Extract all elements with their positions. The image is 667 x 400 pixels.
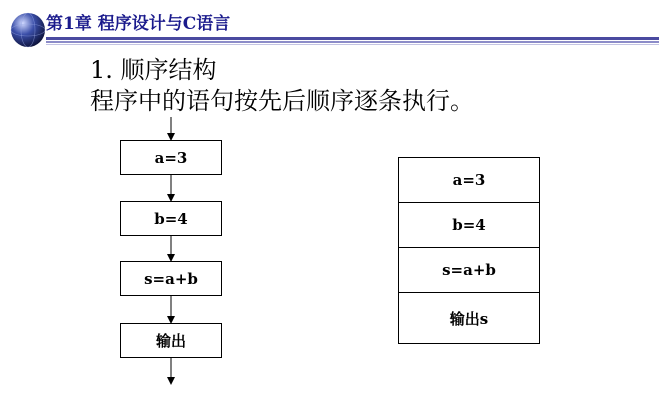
flowchart-step-sum: s=a+b [120, 261, 222, 296]
ns-diagram [398, 157, 540, 344]
ns-step-assign-b: b=4 [399, 202, 539, 247]
flowchart-step-assign-a: a=3 [120, 140, 222, 175]
section-heading: 1. 顺序结构 [90, 56, 217, 84]
ns-step-sum: s=a+b [399, 247, 539, 292]
ns-step-output: 输出s [399, 292, 539, 343]
section-description: 程序中的语句按先后顺序逐条执行。 [90, 87, 474, 115]
flowchart-step-assign-b: b=4 [120, 201, 222, 236]
ns-step-assign-a: a=3 [452, 171, 486, 189]
flowchart-step-output: 输出 [120, 323, 222, 358]
chapter-title: 第1章 程序设计与C语言 [46, 14, 231, 34]
